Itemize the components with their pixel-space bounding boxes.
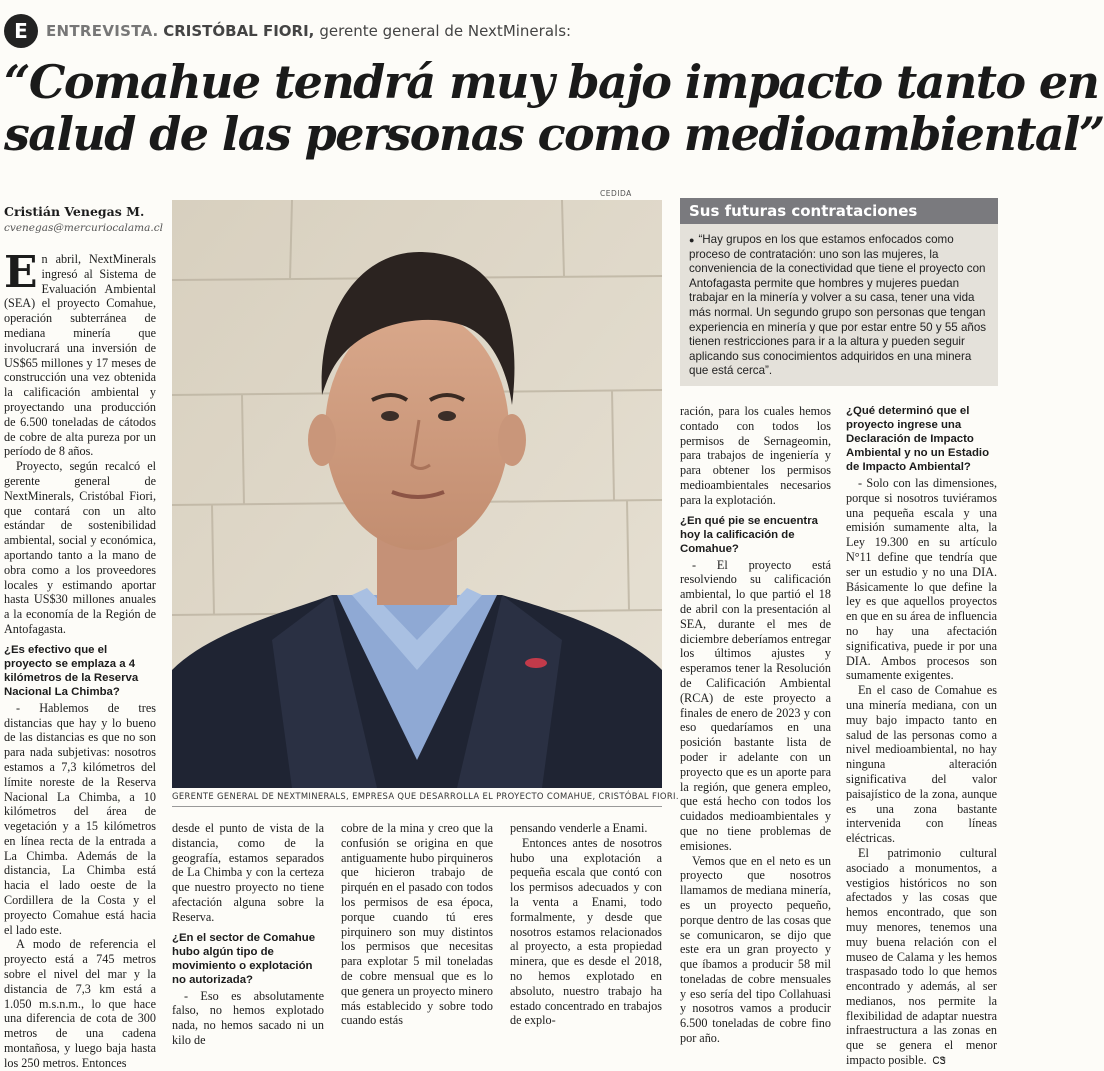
lead-paragraph: En abril, NextMinerals ingresó al Sistema de Evaluación Ambiental (SEA) el proyecto Comahue, operación subterránea de mediana minería que involucrará una inversión de US$65 millones y 17 meses de construcción una vez obtenida la calificación ambiental y proyectando una producción de 6.500 toneladas de cátodos de cobre de alta pureza por un período de 8 años. — [4, 247, 156, 459]
article-column-1 — [4, 247, 156, 1071]
paragraph: Entonces antes de nosotros hubo una explotación a pequeña escala que contó con los permisos adecuados y con la venta a Enami, todo formalmente, y desde que nosotros estamos relacionados al proyecto, a esta propiedad minera, que es desde el 2018, no hemos explotado en absoluto, nuestro trabajo ha estado concentrado en trabajos de explo- — [510, 835, 662, 1028]
paragraph: A modo de referencia el proyecto está a 745 metros sobre el nivel del mar y la distancia de 7,3 km está a 1.050 m.s.n.m., lo que hace una diferencia de cota de 300 metros de una cadena montañosa, y luego baja hasta los 250 metros. Entonces — [4, 937, 156, 1070]
headline-line-1: “Comahue tendrá muy bajo impacto tanto en — [4, 55, 1099, 109]
photo-credit: CEDIDA — [600, 189, 632, 198]
bullet-icon: ● — [689, 235, 695, 245]
kicker-role: gerente general de NextMinerals: — [319, 22, 572, 40]
article-column-4 — [510, 821, 662, 1028]
paragraph: El patrimonio cultural asociado a monumentos, a vestigios históricos no son afectados y las cosas que hemos encontrado, que son muy menores, tenemos una muy buena relación con el museo de Calama y les hemos traspasado todo lo que hemos encontrado y además, al ser medianos, nos permite la flexibilidad de adaptar nuestra infraestructura a las zonas en que se genera el menor impacto posible. ᏟᏕ — [846, 845, 997, 1068]
headline-line-2: salud de las personas como medioambiental” — [4, 107, 1104, 161]
paragraph: - Eso es absolutamente falso, no hemos explotado nada, no hemos sacado ni un kilo de — [172, 988, 324, 1047]
paragraph: desde el punto de vista de la distancia, como de la geografía, estamos separados de La Chimba y con la certeza que nuestro proyecto no tiene afectación alguna sobre la Reserva. — [172, 821, 324, 924]
kicker — [4, 14, 571, 48]
paragraph: ración, para los cuales hemos contado con todos los permisos de Sernageomin, para trabajos de ingeniería y para obtener los permisos medioambientales necesarios para la explotación. — [680, 404, 831, 507]
interview-question: ¿En el sector de Comahue hubo algún tipo de movimiento o explotación no autorizada? — [172, 931, 316, 986]
paragraph: - Solo con las dimensiones, porque si nosotros tuviéramos una pequeña escala y una emisión sumamente alta, la Ley 19.300 en su artículo N°11 define que tendría que ser un estudio y no una DIA. Básicamente lo que define la ley es que aquellos proyectos en que en su área de influencia no hay una afectación significativa, puede ir por una DIA. Ambos procesos son sumamente exigentes. — [846, 476, 997, 683]
interview-question: ¿Qué determinó que el proyecto ingrese una Declaración de Impacto Ambiental y no un Estadio de Impacto Ambiental? — [846, 405, 990, 473]
interview-question: ¿En qué pie se encuentra hoy la calificación de Comahue? — [680, 514, 818, 555]
paragraph: Vemos que en el neto es un proyecto que nosotros llamamos de mediana minería, es un proyecto pequeño, porque dentro de las cosas que se comunicaron, se dijo que este era un gran proyecto y que íbamos a producir 58 mil toneladas de cobre mensuales y eso sería del tipo Collahuasi y nosotros vamos a producir 6.500 toneladas de cobre fino por año. — [680, 853, 831, 1046]
byline-author: Cristián Venegas M. — [4, 204, 145, 219]
paragraph: pensando venderle a Enami. — [510, 821, 648, 835]
paragraph: - El proyecto está resolviendo su calificación ambiental, lo que partió el 18 de abril con la presentación al SEA, durante el mes de diciembre deberíamos entregar los últimos ajustes y esperamos tener la Resolución de Calificación Ambiental (RCA) de este proyecto a finales de enero de 2023 y con eso quedaríamos en una posición bastante lista de poder ir adelante con un proyecto que es un aporte para la región, que genera empleo, que está hecho con todos los cuidados medioambientales y que no tiene problemas de emisiones. — [680, 557, 831, 853]
portrait-illustration — [172, 200, 662, 788]
byline — [4, 204, 164, 234]
headline — [4, 55, 1104, 161]
sidebar-quote: “Hay grupos en los que estamos enfocados como proceso de contratación: uno son las mujeres, la conveniencia de la conectividad que tiene el proyecto con Antofagasta permite que hombres y mujeres puedan trabajar en la minería y volver a su casa, tener una vida más normal. Un segundo grupo son personas que tengan experiencia en minería y que por estar entre 50 y 55 años tienen restricciones para ir a la altura y pueden seguir aplicando sus conocimientos adquiridos en una minera que está cerca”. — [689, 233, 987, 378]
paragraph: - Hablemos de tres distancias que hay y lo bueno de las distancias es que no son para nada subjetivas: nosotros estamos a 7,3 kilómetros del límite noreste de la Reserva Nacional La Chimba, a 10 kilómetros del área de vegetación y a 15 kilómetros en línea recta de la entrada a La Chimba. Además de la distancia, La Chimba está hacia el lado oeste de la Cordillera de la Costa y el proyecto Comahue está hacia el lado este. — [4, 700, 156, 937]
article-column-5 — [680, 404, 831, 1046]
paragraph: cobre de la mina y creo que la confusión se origina en que antiguamente hubo pirquineros que hicieron trabajo de pirquén en el pasado con todos los permisos de esa época, porque cuando tú eres pirquinero son muy distintos los permisos que necesitas para explotar 5 mil toneladas de cobre mensual que es lo que genera un proyecto minero más establecido y sobre todo cuando estás — [341, 821, 493, 1028]
article-column-6 — [846, 404, 997, 1070]
interview-question: ¿Es efectivo que el proyecto se emplaza a 4 kilómetros de la Reserva Nacional La Chimba? — [4, 643, 139, 698]
portrait-photo — [172, 200, 662, 788]
paragraph: En el caso de Comahue es una minería mediana, con un muy bajo impacto tanto en salud de las personas como a nivel medioambiental, no hay ninguna alteración significativa del valor paisajístico de la zona, aunque es una zona bastante intervenida con líneas eléctricas. — [846, 683, 997, 846]
article-column-3 — [341, 821, 493, 1028]
paragraph: Proyecto, según recalcó el gerente general de NextMinerals, Cristóbal Fiori, que contará con un alto estándar de sostenibilidad ambiental, social y económica, aportando tanto a la mano de obra como a los proveedores locales y estimando aportar hasta US$30 millones anuales a la economía de la Región de Antofagasta. — [4, 459, 156, 636]
sidebar-box — [680, 198, 998, 386]
kicker-dot: . — [152, 22, 159, 40]
caption-rule — [172, 806, 662, 807]
kicker-type: ENTREVISTA — [46, 22, 153, 40]
section-badge: E — [4, 14, 38, 48]
article-column-2 — [172, 821, 324, 1048]
end-mark-icon: ᏟᏕ — [932, 1056, 946, 1068]
drop-cap: E — [4, 247, 38, 298]
photo-caption: GERENTE GENERAL DE NEXTMINERALS, EMPRESA QUE DESARROLLA EL PROYECTO COMAHUE, CRISTÓBAL FIORI. — [172, 791, 679, 801]
sidebar-text — [680, 224, 998, 379]
byline-email[interactable]: cvenegas@mercuriocalama.cl — [4, 222, 163, 234]
sidebar-title: Sus futuras contrataciones — [680, 198, 998, 224]
kicker-name: CRISTÓBAL FIORI, — [163, 22, 315, 40]
